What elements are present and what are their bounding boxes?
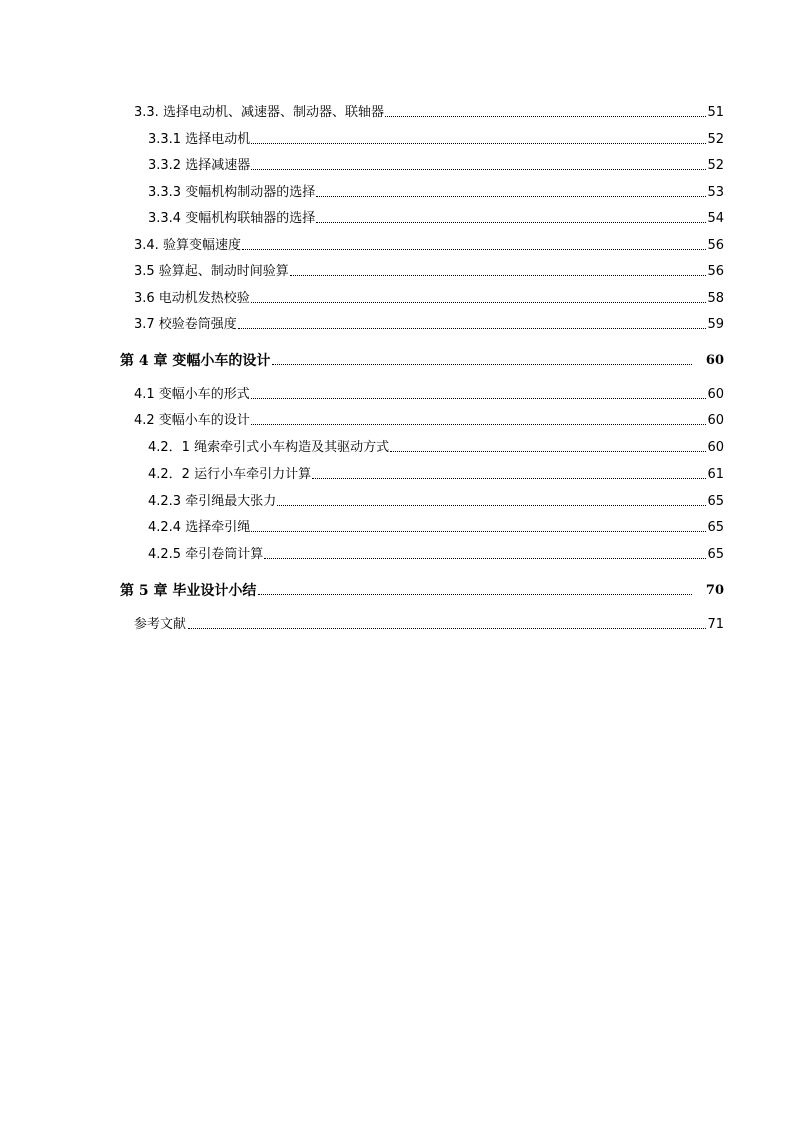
- toc-entry-label: 4.2.4 选择牵引绳: [148, 520, 251, 535]
- toc-page-number: 60: [707, 387, 724, 402]
- toc-dot-leader: [312, 478, 706, 479]
- toc-dot-leader: [242, 249, 707, 250]
- toc-entry-3-3[interactable]: [134, 103, 724, 121]
- toc-entry-label: 3.6 电动机发热校验: [134, 291, 250, 306]
- toc-page-number: 54: [707, 211, 724, 226]
- toc-entry-3-3-2[interactable]: [148, 156, 724, 174]
- toc-entry-4-2-5[interactable]: [148, 545, 724, 563]
- toc-dot-leader: [251, 169, 706, 170]
- toc-page-number: 65: [707, 494, 724, 509]
- toc-page-number: 60: [707, 440, 724, 455]
- toc-entry-label: 4.2．1 绳索牵引式小车构造及其驱动方式: [148, 440, 390, 455]
- toc-page-number: 65: [707, 520, 724, 535]
- toc-entry-4-2-3[interactable]: [148, 492, 724, 510]
- toc-entry-label: 3.4. 验算变幅速度: [134, 238, 241, 253]
- toc-entry-label: 3.3.4 变幅机构联轴器的选择: [148, 211, 316, 226]
- toc-chapter-5[interactable]: [120, 580, 724, 600]
- toc-entry-3-3-3[interactable]: [148, 183, 724, 201]
- toc-entry-label: 4.2.3 牵引绳最大张力: [148, 494, 277, 509]
- toc-entry-3-6[interactable]: [134, 289, 724, 307]
- toc-page-number: 58: [707, 291, 724, 306]
- toc-page-number: 56: [707, 238, 724, 253]
- toc-page-number: 60: [707, 413, 724, 428]
- toc-dot-leader: [258, 594, 692, 595]
- toc-dot-leader: [251, 531, 706, 532]
- toc-entry-label: 3.3.3 变幅机构制动器的选择: [148, 185, 316, 200]
- toc-dot-leader: [251, 143, 706, 144]
- toc-page-number: 51: [707, 105, 724, 120]
- toc-entry-3-3-1[interactable]: [148, 130, 724, 148]
- toc-entry-4-2-2[interactable]: [148, 465, 724, 483]
- toc-chapter-label: 第 5 章 毕业设计小结: [120, 583, 257, 599]
- toc-dot-leader: [272, 364, 692, 365]
- toc-entry-label: 4.1 变幅小车的形式: [134, 387, 250, 402]
- toc-page-number: 56: [707, 264, 724, 279]
- toc-page-number: 60: [705, 353, 724, 368]
- toc-entry-3-3-4[interactable]: [148, 209, 724, 227]
- toc-entry-4-2-4[interactable]: [148, 518, 724, 536]
- toc-entry-label: 4.2 变幅小车的设计: [134, 413, 250, 428]
- toc-entry-label: 3.3.1 选择电动机: [148, 132, 251, 147]
- toc-dot-leader: [188, 628, 706, 629]
- toc-entry-3-5[interactable]: [134, 262, 724, 280]
- toc-entry-3-4[interactable]: [134, 236, 724, 254]
- toc-dot-leader: [277, 505, 706, 506]
- toc-page-number: 59: [707, 317, 724, 332]
- toc-page-number: 71: [707, 617, 724, 632]
- toc-dot-leader: [264, 558, 706, 559]
- toc-dot-leader: [238, 328, 707, 329]
- toc-chapter-4[interactable]: [120, 350, 724, 370]
- toc-entry-label: 参考文献: [134, 617, 187, 632]
- toc-entry-3-7[interactable]: [134, 315, 724, 333]
- toc-dot-leader: [251, 398, 707, 399]
- toc-dot-leader: [290, 275, 707, 276]
- toc-entry-4-2-1[interactable]: [148, 438, 724, 456]
- toc-dot-leader: [385, 116, 707, 117]
- toc-page-number: 65: [707, 547, 724, 562]
- toc-dot-leader: [390, 451, 706, 452]
- toc-entry-label: 4.2.5 牵引卷筒计算: [148, 547, 264, 562]
- toc-dot-leader: [251, 302, 707, 303]
- toc-entry-label: 3.3. 选择电动机、减速器、制动器、联轴器: [134, 105, 384, 120]
- toc-page-number: 70: [705, 583, 724, 598]
- toc-page-number: 61: [707, 467, 724, 482]
- toc-entry-label: 3.5 验算起、制动时间验算: [134, 264, 289, 279]
- toc-chapter-label: 第 4 章 变幅小车的设计: [120, 353, 271, 369]
- toc-page-number: 52: [707, 132, 724, 147]
- toc-dot-leader: [251, 424, 707, 425]
- toc-entry-4-2[interactable]: [134, 411, 724, 429]
- toc-entry-4-1[interactable]: [134, 385, 724, 403]
- toc-dot-leader: [316, 196, 706, 197]
- toc-page-number: 53: [707, 185, 724, 200]
- toc-page-number: 52: [707, 158, 724, 173]
- toc-entry-label: 4.2．2 运行小车牵引力计算: [148, 467, 312, 482]
- toc-entry-label: 3.7 校验卷筒强度: [134, 317, 237, 332]
- toc-entry-references[interactable]: [134, 615, 724, 633]
- toc-dot-leader: [316, 222, 706, 223]
- toc-entry-label: 3.3.2 选择减速器: [148, 158, 251, 173]
